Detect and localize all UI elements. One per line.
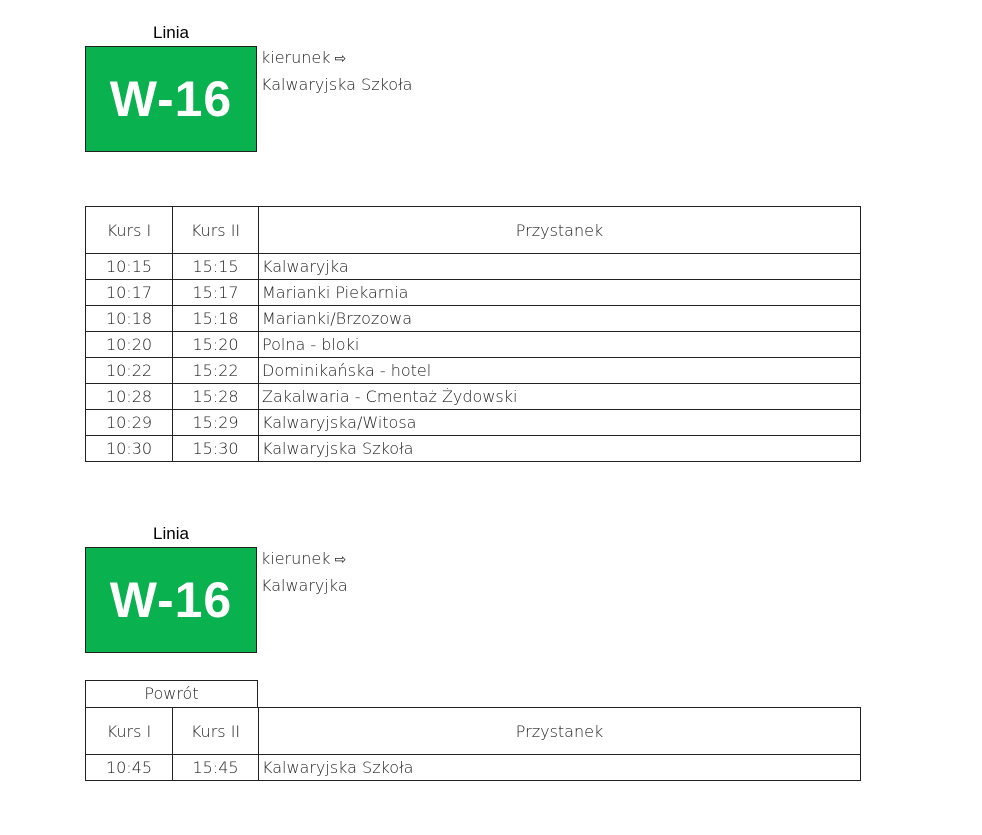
kurs-1-time: 10:28	[86, 384, 173, 410]
table-row	[86, 280, 861, 306]
header-stop: Przystanek	[259, 207, 861, 254]
return-label: Powrót	[85, 680, 258, 707]
table-header-row	[86, 708, 861, 755]
stop-name: Kalwaryjka	[259, 254, 861, 280]
stop-name: Kalwaryjska/Witosa	[259, 410, 861, 436]
stop-name: Polna - bloki	[259, 332, 861, 358]
stop-name: Kalwaryjska Szkoła	[259, 436, 861, 462]
destination: Kalwaryjka	[261, 576, 348, 595]
table-header-row	[86, 207, 861, 254]
stop-name: Kalwaryjska Szkoła	[259, 755, 861, 781]
table-row	[86, 384, 861, 410]
arrow-right-icon: ⇨	[334, 51, 347, 67]
kurs-1-time: 10:30	[86, 436, 173, 462]
table-row	[86, 254, 861, 280]
timetable	[85, 707, 861, 781]
kurs-2-time: 15:15	[173, 254, 259, 280]
stop-name: Marianki/Brzozowa	[259, 306, 861, 332]
header-kurs-1: Kurs I	[86, 708, 173, 755]
line-number: W-16	[109, 71, 233, 127]
kurs-1-time: 10:18	[86, 306, 173, 332]
arrow-right-icon: ⇨	[334, 552, 347, 568]
kurs-2-time: 15:28	[173, 384, 259, 410]
header-stop: Przystanek	[259, 708, 861, 755]
direction-label	[261, 48, 346, 67]
timetable	[85, 206, 861, 462]
stop-name: Dominikańska - hotel	[259, 358, 861, 384]
line-number: W-16	[109, 572, 233, 628]
kurs-1-time: 10:20	[86, 332, 173, 358]
direction-text: kierunek	[261, 549, 331, 568]
direction-text: kierunek	[261, 48, 331, 67]
line-label: Linia	[153, 23, 189, 42]
kurs-1-time: 10:22	[86, 358, 173, 384]
header-kurs-2: Kurs II	[173, 708, 259, 755]
kurs-2-time: 15:30	[173, 436, 259, 462]
header-kurs-1: Kurs I	[86, 207, 173, 254]
kurs-2-time: 15:18	[173, 306, 259, 332]
kurs-2-time: 15:45	[173, 755, 259, 781]
kurs-1-time: 10:29	[86, 410, 173, 436]
line-number-badge	[85, 46, 257, 152]
kurs-1-time: 10:17	[86, 280, 173, 306]
table-row	[86, 410, 861, 436]
stop-name: Marianki Piekarnia	[259, 280, 861, 306]
table-row	[86, 332, 861, 358]
kurs-2-time: 15:22	[173, 358, 259, 384]
stop-name: Zakalwaria - Cmentaż Żydowski	[259, 384, 861, 410]
kurs-1-time: 10:45	[86, 755, 173, 781]
table-row	[86, 436, 861, 462]
kurs-2-time: 15:17	[173, 280, 259, 306]
kurs-1-time: 10:15	[86, 254, 173, 280]
kurs-2-time: 15:29	[173, 410, 259, 436]
line-label: Linia	[153, 524, 189, 543]
kurs-2-time: 15:20	[173, 332, 259, 358]
header-kurs-2: Kurs II	[173, 207, 259, 254]
table-row	[86, 755, 861, 781]
line-number-badge	[85, 547, 257, 653]
table-row	[86, 306, 861, 332]
table-row	[86, 358, 861, 384]
destination: Kalwaryjska Szkoła	[261, 75, 413, 94]
direction-label	[261, 549, 346, 568]
